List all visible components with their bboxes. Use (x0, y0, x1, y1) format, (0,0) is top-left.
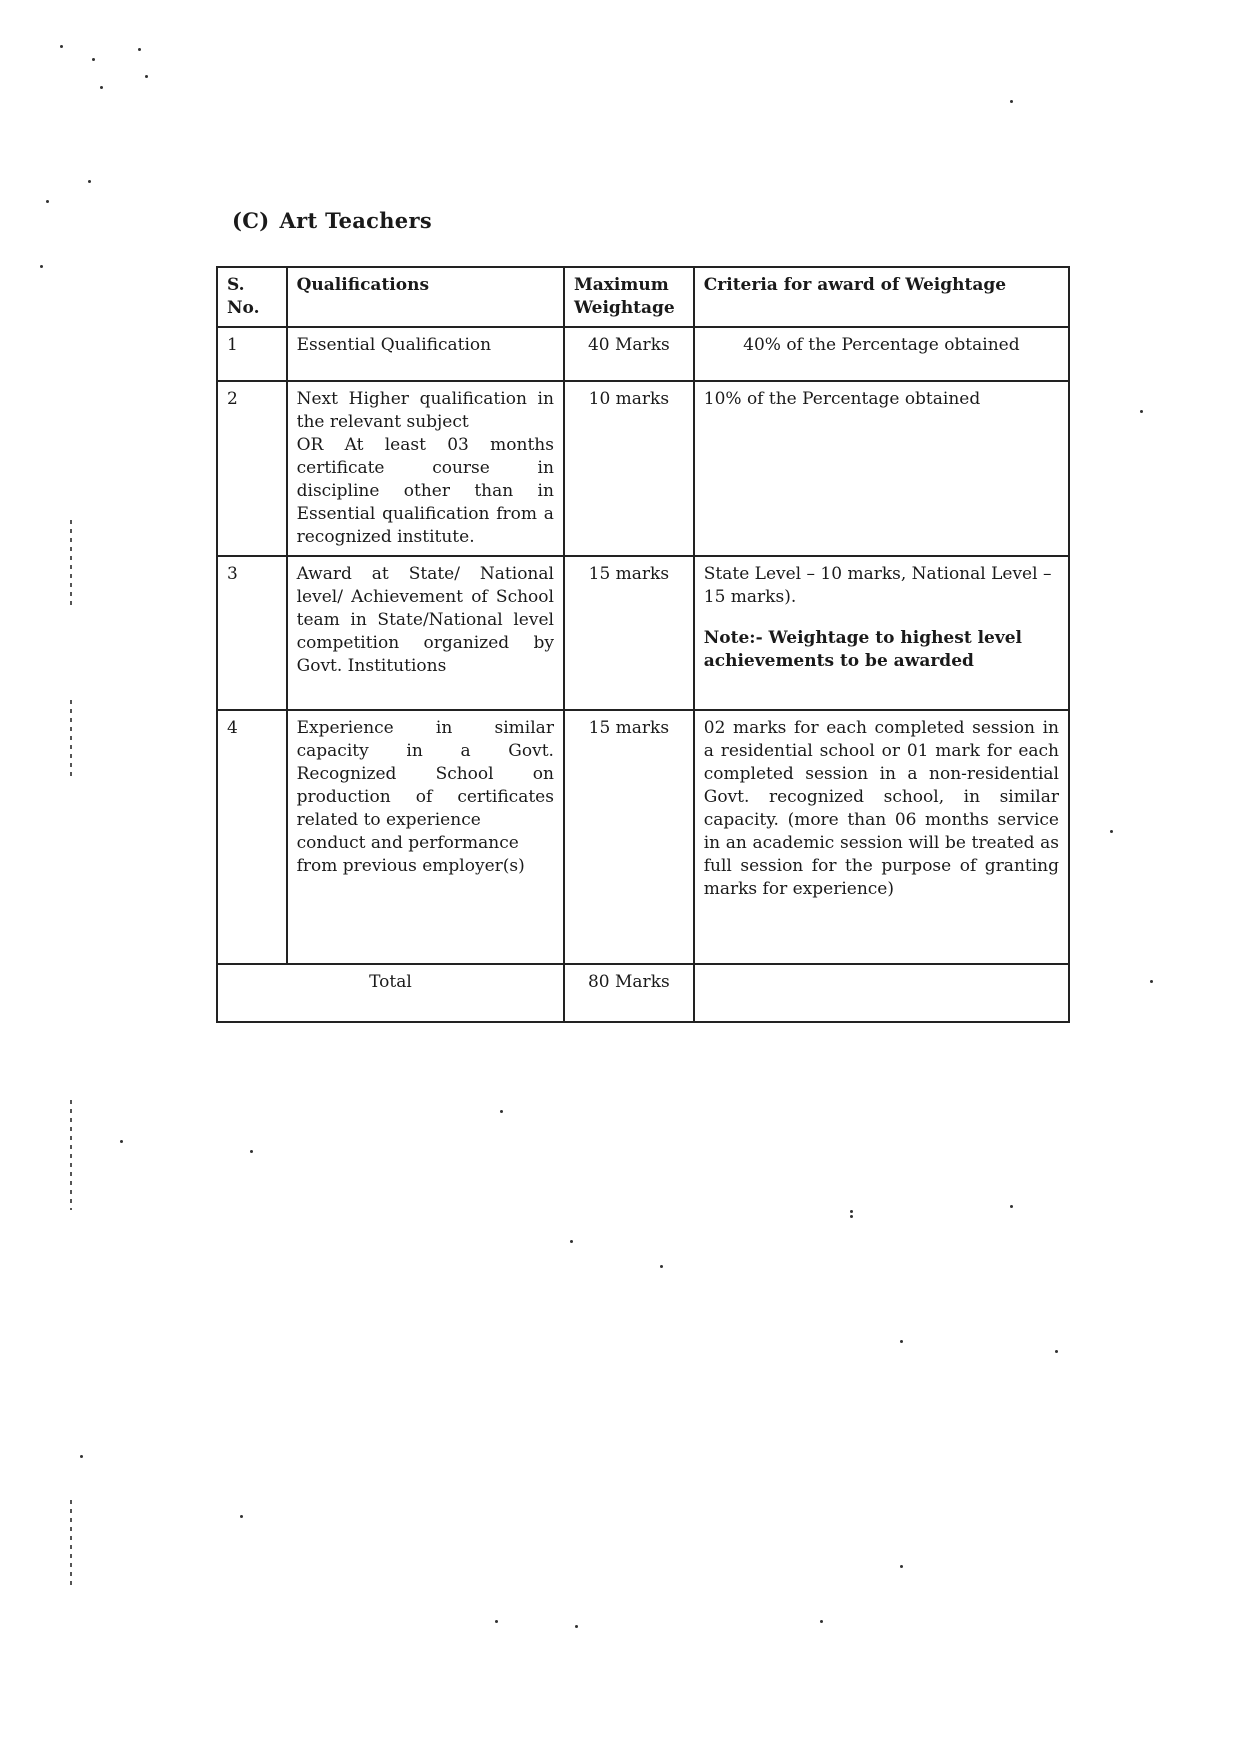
scan-edge-mark (70, 520, 72, 610)
total-label: Total (217, 964, 564, 1022)
row-qualification-line: from previous employer(s) (296, 856, 525, 876)
header-sno: S. No. (217, 267, 287, 327)
row-criteria (694, 556, 1069, 710)
section-title: Art Teachers (279, 208, 432, 233)
speck (900, 1340, 903, 1343)
row-sno: 3 (217, 556, 287, 710)
row-qualification (287, 710, 564, 964)
speck (100, 86, 103, 89)
row-sno: 2 (217, 381, 287, 556)
speck (570, 1240, 573, 1243)
row-criteria: 40% of the Percentage obtained (694, 327, 1069, 381)
row-criteria: 02 marks for each completed session in a residential school or 01 mark for each completed session in a non-residential Govt. recognized school, in similar capacity. (more than 06 months service in an academic session will be treated as full session for the purpose of granting marks for experience) (694, 710, 1069, 964)
row-qualification-line: OR At least 03 months certificate course in discipline other than in Essential qualification from a recognized institute. (296, 435, 554, 547)
speck (850, 1215, 853, 1218)
speck (495, 1620, 498, 1623)
speck (660, 1265, 663, 1268)
speck (145, 75, 148, 78)
row-max-weightage: 10 marks (564, 381, 694, 556)
scan-edge-mark (70, 1500, 72, 1590)
row-max-weightage: 40 Marks (564, 327, 694, 381)
speck (92, 58, 95, 61)
speck (46, 200, 49, 203)
table-row (217, 327, 1069, 381)
section-marker: (C) (232, 208, 270, 233)
speck (1140, 410, 1143, 413)
speck (850, 1210, 853, 1213)
speck (900, 1565, 903, 1568)
speck (1110, 830, 1113, 833)
speck (88, 180, 91, 183)
speck (138, 48, 141, 51)
row-criteria-text: State Level – 10 marks, National Level – 15 marks). (703, 564, 1052, 607)
row-max-weightage: 15 marks (564, 710, 694, 964)
speck (120, 1140, 123, 1143)
table-row (217, 381, 1069, 556)
total-criteria (694, 964, 1069, 1022)
speck (80, 1455, 83, 1458)
speck (1010, 1205, 1013, 1208)
speck (40, 265, 43, 268)
speck (820, 1620, 823, 1623)
scan-edge-mark (70, 700, 72, 780)
speck (500, 1110, 503, 1113)
row-qualification-line: conduct and performance (296, 833, 519, 853)
row-max-weightage: 15 marks (564, 556, 694, 710)
speck (250, 1150, 253, 1153)
table-header-row (217, 267, 1069, 327)
row-sno: 4 (217, 710, 287, 964)
speck (60, 45, 63, 48)
header-max-weightage: Maximum Weightage (564, 267, 694, 327)
row-qualification: Award at State/ National level/ Achievement of School team in State/National level competition organized by Govt. Institutions (287, 556, 564, 710)
speck (575, 1625, 578, 1628)
weightage-table (216, 266, 1070, 1023)
header-criteria: Criteria for award of Weightage (694, 267, 1069, 327)
speck (1150, 980, 1153, 983)
speck (1010, 100, 1013, 103)
table-row (217, 556, 1069, 710)
header-qualifications: Qualifications (287, 267, 564, 327)
total-row (217, 964, 1069, 1022)
section-heading (232, 208, 432, 233)
scan-edge-mark (70, 1100, 72, 1210)
total-max-weightage: 80 Marks (564, 964, 694, 1022)
row-criteria-note: Note:- Weightage to highest level achievements to be awarded (703, 628, 1023, 671)
speck (240, 1515, 243, 1518)
row-criteria: 10% of the Percentage obtained (694, 381, 1069, 556)
row-qualification-line: Next Higher qualification in the relevant subject (296, 389, 554, 432)
row-sno: 1 (217, 327, 287, 381)
speck (1055, 1350, 1058, 1353)
row-qualification (287, 381, 564, 556)
row-qualification-line: Experience in similar capacity in a Govt. Recognized School on production of certificates related to experience (296, 718, 554, 830)
row-qualification: Essential Qualification (287, 327, 564, 381)
table-row (217, 710, 1069, 964)
